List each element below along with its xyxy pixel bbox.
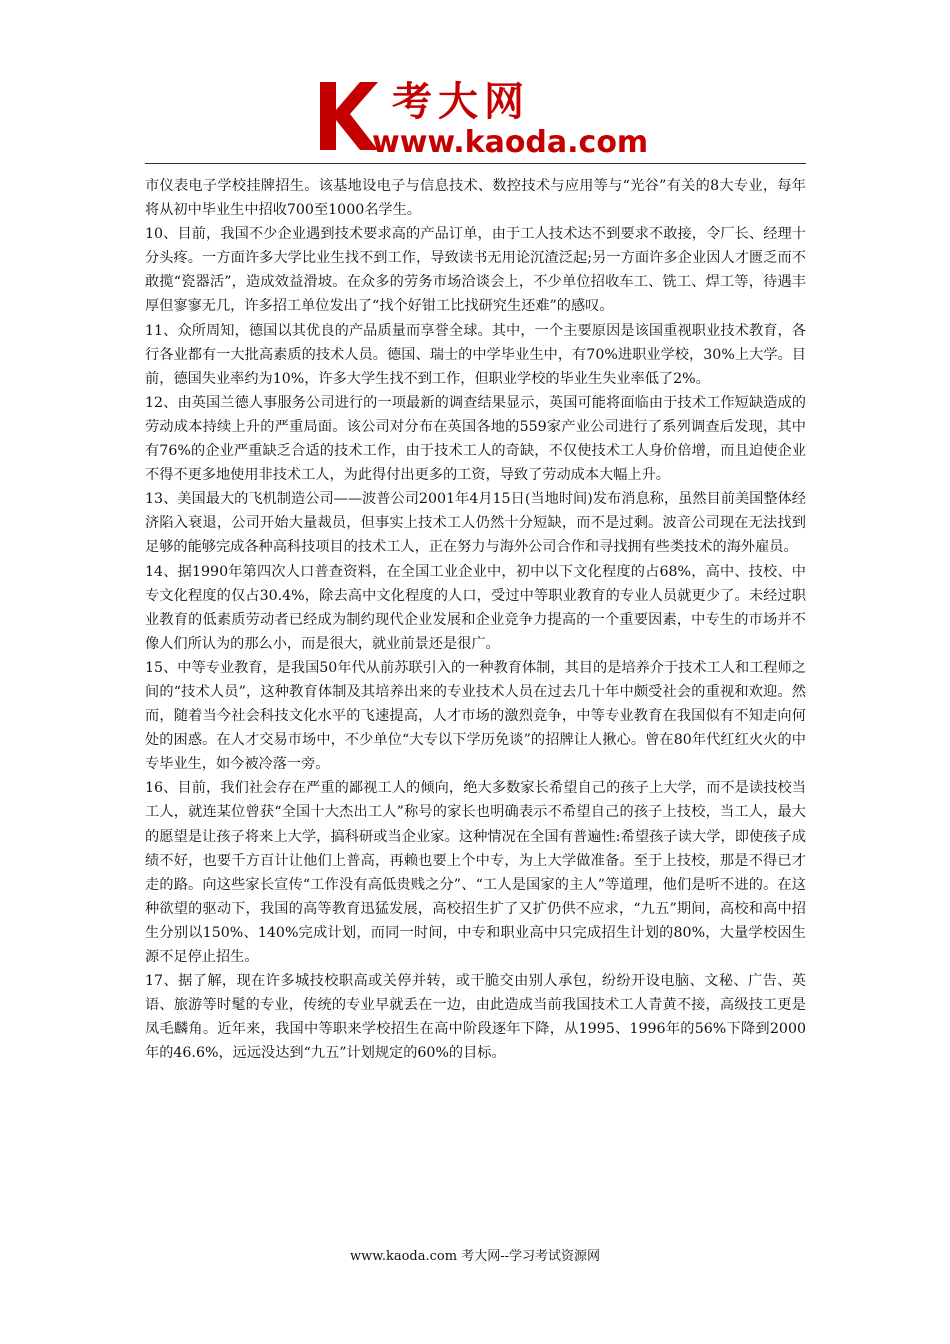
logo-chinese-name: 考大网 (392, 79, 530, 125)
paragraph-9-continued: 市仪表电子学校挂牌招生。该基地设电子与信息技术、数控技术与应用等与“光谷”有关的8大专业，每年将从初中毕业生中招收700至1000名学生。 (145, 178, 806, 219)
page-footer: www.kaoda.com 考大网--学习考试资源网 (350, 1249, 600, 1264)
logo-url: www.kaoda.com (372, 125, 649, 160)
paragraph-12: 12、由英国兰德人事服务公司进行的一项最新的调查结果显示，英国可能将面临由于技术工作短缺造成的劳动成本持续上升的严重局面。该公司对分布在英国各地的559家产业公司进行了系列调查后发现，其中有76%的企业严重缺乏合适的技术工作，由于技术工人的奇缺，不仅使技术工人身价倍增，而且迫使企业不得不更多地使用非技术工人，为此得付出更多的工资，导致了劳动成本大幅上升。 (145, 394, 806, 484)
document-body (145, 174, 806, 1065)
paragraph-15: 15、中等专业教育，是我国50年代从前苏联引入的一种教育体制，其目的是培养介于技术工人和工程师之间的“技术人员”，这种教育体制及其培养出来的专业技术人员在过去几十年中颇受社会的重视和欢迎。然而，随着当今社会科技文化水平的飞速提高，人才市场的激烈竞争，中等专业教育在我国似有不知走向何处的困惑。在人才交易市场中，不少单位“大专以下学历免谈”的招牌让人揪心。曾在80年代红红火火的中专毕业生，如今被冷落一旁。 (145, 659, 806, 773)
kaoda-k-logo-icon (318, 80, 380, 152)
header-divider (145, 163, 806, 164)
paragraph-11: 11、众所周知，德国以其优良的产品质量而享誉全球。其中，一个主要原因是该国重视职业技术教育，各行各业都有一大批高素质的技术人员。德国、瑞士的中学毕业生中，有70%进职业学校，30%上大学。目前，德国失业率约为10%，许多大学生找不到工作，但职业学校的毕业生失业率低了2%。 (145, 322, 806, 387)
paragraph-17: 17、据了解，现在许多城技校职高或关停并转，或干脆交由别人承包，纷纷开设电脑、文秘、广告、英语、旅游等时髦的专业，传统的专业早就丢在一边，由此造成当前我国技术工人青黄不接，高级技工更是凤毛麟角。近年来，我国中等职来学校招生在高中阶段逐年下降，从1995、1996年的56%下降到2000年的46.6%，远远没达到“九五”计划规定的60%的目标。 (145, 973, 806, 1062)
paragraph-13: 13、美国最大的飞机制造公司——波普公司2001年4月15日(当地时间)发布消息称，虽然目前美国整体经济陷入衰退，公司开始大量裁员，但事实上技术工人仍然十分短缺，而不是过剩。波音公司现在无法找到足够的能够完成各种高科技项目的技术工人，正在努力与海外公司合作和寻找拥有些类技术的海外雇员。 (145, 491, 806, 556)
page-header (0, 0, 950, 170)
paragraph-14: 14、据1990年第四次人口普查资料，在全国工业企业中，初中以下文化程度的占68%，高中、技校、中专文化程度的仅占30.4%，除去高中文化程度的人口，受过中等职业教育的专业人员就更少了。未经过职业教育的低素质劳动者已经成为制约现代企业发展和企业竞争力提高的一个重要因素，中专生的市场并不像人们所认为的那么小，而是很大，就业前景还是很广。 (145, 563, 806, 652)
paragraph-16: 16、目前，我们社会存在严重的鄙视工人的倾向，绝大多数家长希望自己的孩子上大学，而不是读技校当工人，就连某位曾获“全国十大杰出工人”称号的家长也明确表示不希望自己的孩子上技校，当工人，最大的愿望是让孩子将来上大学，搞科研或当企业家。这种情况在全国有普遍性:希望孩子读大学，即使孩子成绩不好，也要千方百计让他们上普高，再赖也要上个中专，为上大学做准备。至于上技校，那是不得已才走的路。向这些家长宣传“工作没有高低贵贱之分”、“工人是国家的主人”等道理，他们是听不进的。在这种欲望的驱动下，我国的高等教育迅猛发展，高校招生扩了又扩仍供不应求，“九五”期间，高校和高中招生分别以150%、140%完成计划，而同一时间，中专和职业高中只完成招生计划的80%，大量学校因生源不足停止招生。 (145, 780, 806, 965)
paragraph-10: 10、目前，我国不少企业遇到技术要求高的产品订单，由于工人技术达不到要求不敢接，令厂长、经理十分头疼。一方面许多大学比业生找不到工作，导致读书无用论沉渣泛起;另一方面许多企业因人才匮乏而不敢揽“瓷器活”，造成效益滑坡。在众多的劳务市场洽谈会上，不少单位招收车工、铣工、焊工等，待遇丰厚但寥寥无几，许多招工单位发出了“找个好钳工比找研究生还难”的感叹。 (145, 226, 806, 315)
